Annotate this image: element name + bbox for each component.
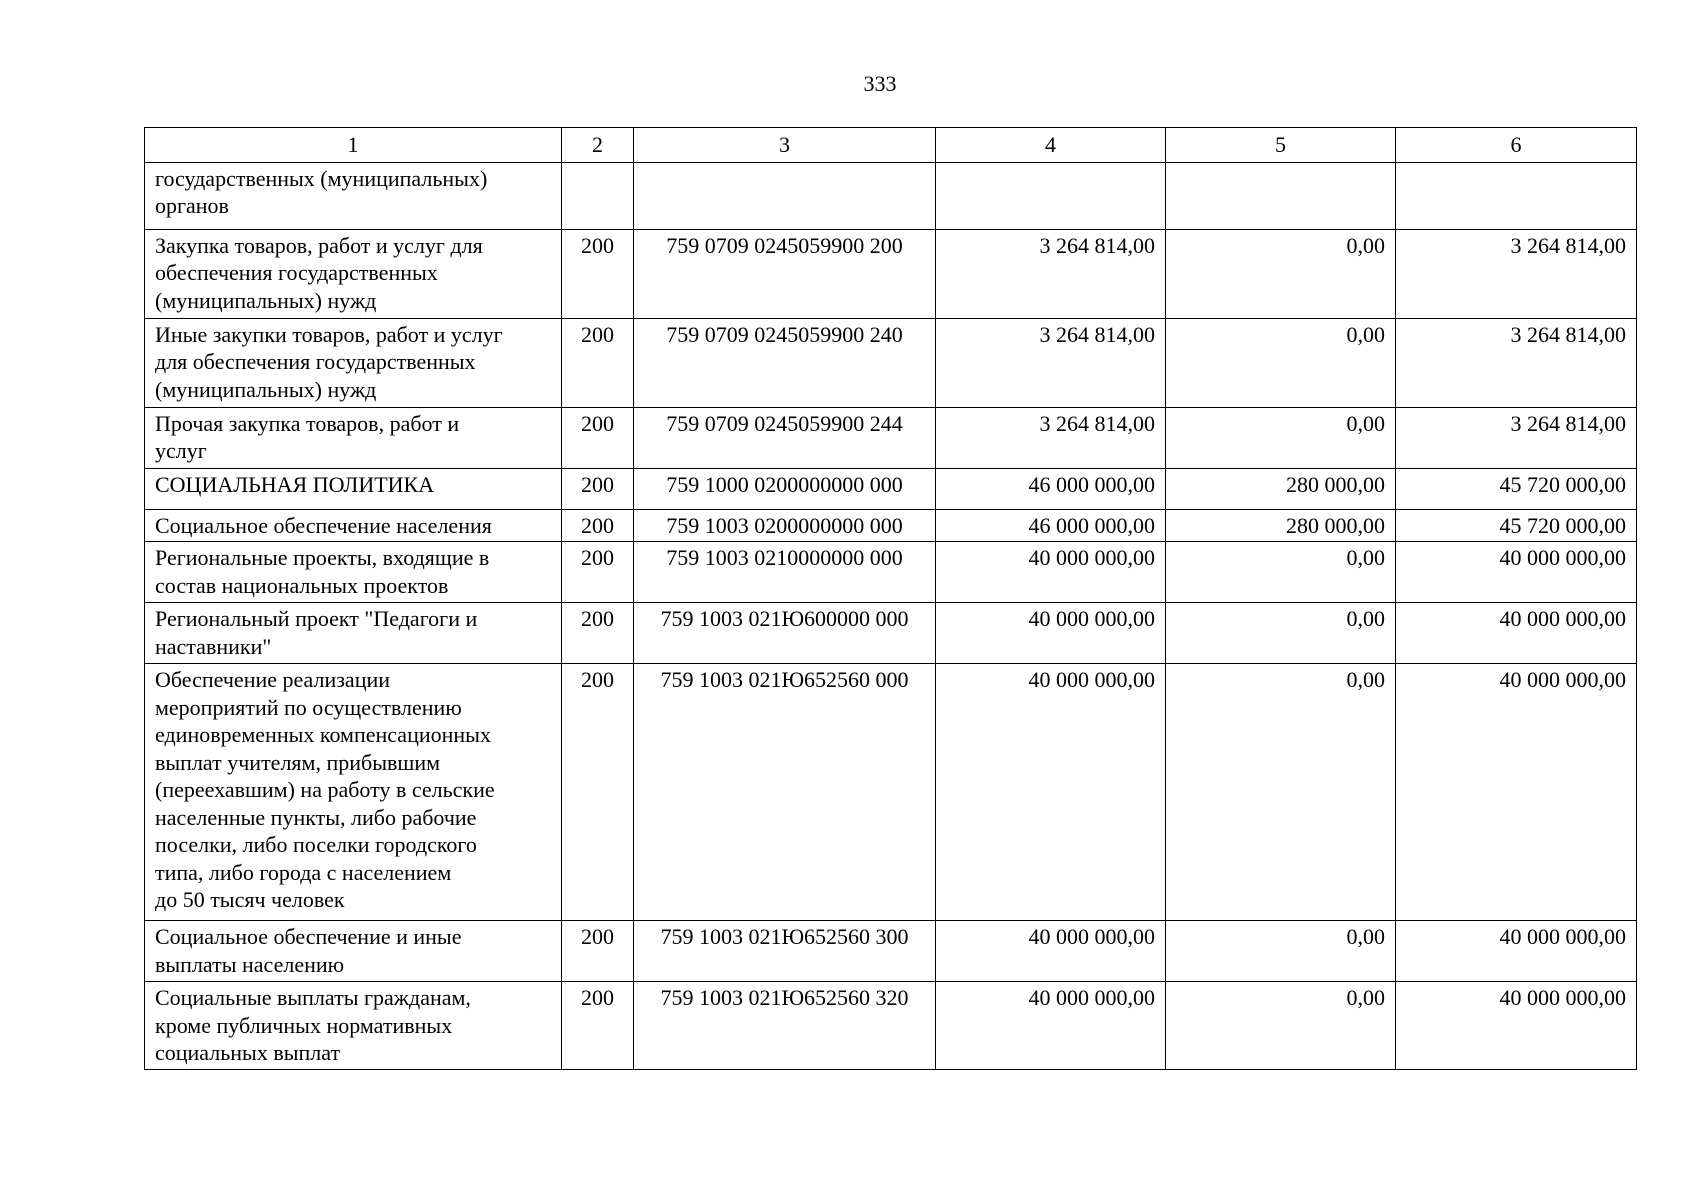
row-col4-cell: 40 000 000,00	[936, 921, 1166, 982]
row-name-line: органов	[155, 193, 229, 218]
row-col5-cell: 0,00	[1166, 664, 1396, 921]
row-name-line: государственных (муниципальных)	[155, 165, 488, 191]
row-col2-cell: 200	[562, 468, 634, 509]
row-col4-cell: 40 000 000,00	[936, 603, 1166, 664]
row-name-cell	[145, 407, 562, 468]
table-row	[145, 509, 1637, 542]
row-col2-cell: 200	[562, 982, 634, 1070]
column-number-row	[145, 128, 1637, 163]
row-name-line: (переехавшим) на работу в сельские	[155, 777, 495, 802]
row-col2-cell: 200	[562, 407, 634, 468]
row-name-line: социальных выплат	[155, 1040, 341, 1065]
row-name-cell	[145, 229, 562, 318]
row-name-cell	[145, 318, 562, 407]
row-name-line: для обеспечения государственных	[155, 349, 476, 374]
row-code-cell: 759 1003 0210000000 000	[634, 542, 936, 603]
row-name-cell	[145, 542, 562, 603]
row-col4-cell: 46 000 000,00	[936, 468, 1166, 509]
budget-table	[144, 127, 1637, 1070]
row-col5-cell: 0,00	[1166, 982, 1396, 1070]
row-col5-cell: 0,00	[1166, 603, 1396, 664]
row-name-line: выплат учителям, прибывшим	[155, 749, 441, 775]
row-col4-cell: 40 000 000,00	[936, 542, 1166, 603]
row-code-cell: 759 0709 0245059900 240	[634, 318, 936, 407]
row-col5-cell: 0,00	[1166, 542, 1396, 603]
row-name-cell	[145, 921, 562, 982]
row-col6-cell: 45 720 000,00	[1396, 509, 1637, 542]
row-name-line: услуг	[155, 438, 207, 463]
row-name-cell	[145, 603, 562, 664]
row-col2-cell: 200	[562, 542, 634, 603]
row-code-cell: 759 1003 021Ю652560 300	[634, 921, 936, 982]
row-name-line: обеспечения государственных	[155, 260, 438, 285]
row-col6-cell: 40 000 000,00	[1396, 982, 1637, 1070]
row-col4-cell: 3 264 814,00	[936, 318, 1166, 407]
table-row	[145, 162, 1637, 229]
table-row	[145, 982, 1637, 1070]
row-name-line: Региональные проекты, входящие в	[155, 545, 490, 570]
row-col6-cell: 45 720 000,00	[1396, 468, 1637, 509]
table-row	[145, 318, 1637, 407]
row-name-line: Социальное обеспечение и иные	[155, 924, 462, 949]
row-col5-cell: 0,00	[1166, 318, 1396, 407]
row-col4-cell: 46 000 000,00	[936, 509, 1166, 542]
row-col4-cell: 3 264 814,00	[936, 407, 1166, 468]
row-code-cell	[634, 162, 936, 229]
row-col2-cell: 200	[562, 603, 634, 664]
row-name-cell	[145, 509, 562, 542]
row-col4-cell: 3 264 814,00	[936, 229, 1166, 318]
row-col5-cell: 0,00	[1166, 229, 1396, 318]
row-name-line: наставники"	[155, 633, 272, 659]
row-name-line: типа, либо города с населением	[155, 859, 452, 885]
row-name-line: Социальные выплаты гражданам,	[155, 985, 471, 1010]
row-col2-cell: 200	[562, 509, 634, 542]
row-name-line: Прочая закупка товаров, работ и	[155, 410, 460, 436]
column-number: 3	[634, 128, 936, 163]
row-col4-cell: 40 000 000,00	[936, 982, 1166, 1070]
table-row	[145, 664, 1637, 921]
row-col4-cell: 40 000 000,00	[936, 664, 1166, 921]
row-name-line: Закупка товаров, работ и услуг для	[155, 232, 483, 258]
table-row	[145, 542, 1637, 603]
row-name-line: единовременных компенсационных	[155, 722, 491, 747]
row-col2-cell	[562, 162, 634, 229]
row-col6-cell: 40 000 000,00	[1396, 542, 1637, 603]
row-code-cell: 759 1003 0200000000 000	[634, 509, 936, 542]
row-name-line: поселки, либо поселки городского	[155, 832, 477, 857]
row-col2-cell: 200	[562, 318, 634, 407]
row-name-cell	[145, 664, 562, 921]
row-code-cell: 759 1000 0200000000 000	[634, 468, 936, 509]
table-row	[145, 921, 1637, 982]
table-row	[145, 603, 1637, 664]
row-name-line: выплаты населению	[155, 951, 345, 977]
row-col6-cell: 40 000 000,00	[1396, 664, 1637, 921]
row-col6-cell: 3 264 814,00	[1396, 407, 1637, 468]
page-number: 333	[863, 71, 897, 96]
row-name-line: до 50 тысяч человек	[155, 887, 345, 912]
table-row	[145, 407, 1637, 468]
row-name-line: СОЦИАЛЬНАЯ ПОЛИТИКА	[155, 471, 435, 497]
column-number: 6	[1396, 128, 1637, 163]
row-name-cell	[145, 468, 562, 509]
row-col6-cell: 40 000 000,00	[1396, 603, 1637, 664]
row-col2-cell: 200	[562, 921, 634, 982]
row-code-cell: 759 1003 021Ю652560 320	[634, 982, 936, 1070]
row-name-line: кроме публичных нормативных	[155, 1012, 453, 1038]
row-name-line: мероприятий по осуществлению	[155, 694, 462, 720]
row-name-line: Обеспечение реализации	[155, 667, 391, 692]
row-code-cell: 759 0709 0245059900 244	[634, 407, 936, 468]
row-col6-cell: 3 264 814,00	[1396, 318, 1637, 407]
row-name-line: Региональный проект "Педагоги и	[155, 606, 478, 631]
row-name-line: (муниципальных) нужд	[155, 287, 377, 313]
column-number: 2	[562, 128, 634, 163]
row-col5-cell: 0,00	[1166, 407, 1396, 468]
row-code-cell: 759 1003 021Ю652560 000	[634, 664, 936, 921]
row-col2-cell: 200	[562, 229, 634, 318]
row-col6-cell: 3 264 814,00	[1396, 229, 1637, 318]
row-col6-cell	[1396, 162, 1637, 229]
row-name-line: населенные пункты, либо рабочие	[155, 804, 477, 830]
table-row	[145, 468, 1637, 509]
row-col5-cell	[1166, 162, 1396, 229]
column-number: 5	[1166, 128, 1396, 163]
row-name-line: (муниципальных) нужд	[155, 376, 377, 402]
row-col4-cell	[936, 162, 1166, 229]
row-code-cell: 759 0709 0245059900 200	[634, 229, 936, 318]
column-number: 1	[145, 128, 562, 163]
row-col6-cell: 40 000 000,00	[1396, 921, 1637, 982]
row-name-line: состав национальных проектов	[155, 572, 449, 598]
row-code-cell: 759 1003 021Ю600000 000	[634, 603, 936, 664]
row-name-line: Иные закупки товаров, работ и услуг	[155, 321, 503, 347]
row-col5-cell: 0,00	[1166, 921, 1396, 982]
row-name-cell	[145, 162, 562, 229]
row-name-cell	[145, 982, 562, 1070]
table-row	[145, 229, 1637, 318]
row-col5-cell: 280 000,00	[1166, 468, 1396, 509]
row-name-line: Социальное обеспечение населения	[155, 512, 492, 538]
row-col2-cell: 200	[562, 664, 634, 921]
column-number: 4	[936, 128, 1166, 163]
row-col5-cell: 280 000,00	[1166, 509, 1396, 542]
